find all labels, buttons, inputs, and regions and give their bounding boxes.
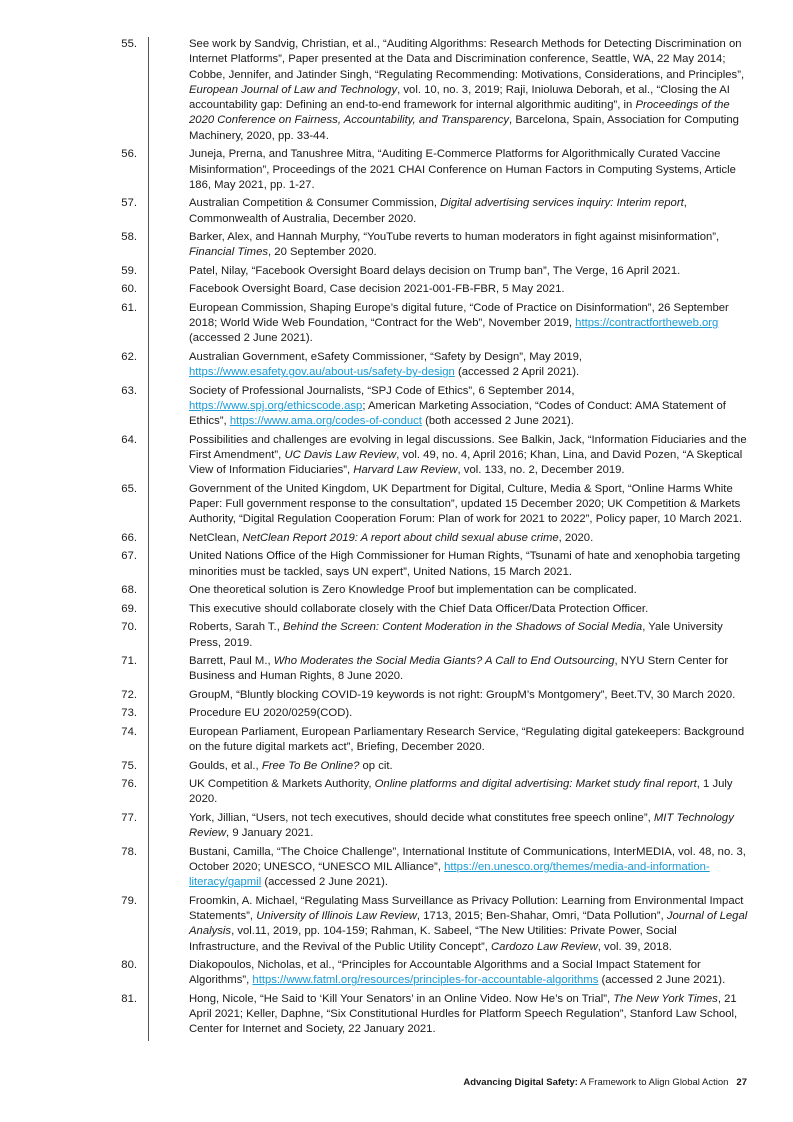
endnote-text-run: , Commonwealth of Australia, December 2020. [189,197,687,225]
endnote-item [121,482,749,528]
endnote-italic-title: The New York Times [613,992,718,1005]
endnote-italic-title: University of Illinois Law Review [256,909,417,922]
endnote-text [149,301,749,347]
endnote-item [121,230,749,261]
endnote-item [121,620,749,651]
endnote-number: 68. [121,584,137,597]
endnote-text-run: , 2020. [558,531,594,544]
endnote-text-run: Patel, Nilay, “Facebook Oversight Board delays decision on Trump ban”, The Verge, 16 April 2021. [189,264,681,277]
endnote-number: 57. [121,197,137,210]
endnote-item [121,688,749,703]
endnote-text [149,706,749,721]
endnote-text-run: , 1713, 2015; Ben-Shahar, Omri, “Data Pollution”, [416,909,667,922]
endnote-item [121,654,749,685]
endnote-text-run: , NYU Stern Center for Business and Human Rights, 8 June 2020. [189,654,729,683]
endnote-text [149,811,749,842]
endnote-text [149,725,749,756]
endnotes-list [121,37,749,1041]
endnote-text-run: Diakopoulos, Nicholas, et al., “Principles for Accountable Algorithms and a Social Impact Statement for Algorithms”, [189,959,701,987]
endnote-italic-title: Digital advertising services inquiry: Interim report [440,197,684,210]
endnote-number: 66. [121,531,137,544]
endnote-text [149,602,749,617]
endnote-italic-title: European Journal of Law and Technology [189,83,398,96]
endnote-number: 80. [121,959,137,972]
endnote-number: 59. [121,264,137,277]
endnote-text-run: Barrett, Paul M., [189,654,274,667]
endnote-italic-title: Behind the Screen: Content Moderation in the Shadows of Social Media [282,621,643,634]
endnote-italic-title: Cardozo Law Review [491,940,598,953]
endnote-text [149,350,749,381]
endnote-number: 74. [121,725,137,738]
page-footer [463,1077,747,1088]
endnote-text [149,531,749,546]
endnote-text-run: (accessed 2 June 2021). [598,974,726,987]
endnote-number: 58. [121,231,137,244]
endnote-item [121,725,749,756]
page-number: 27 [736,1077,747,1088]
endnote-text-run: , vol.11, 2019, pp. 104-159; Rahman, K. Sabeel, “The New Utilities: Private Power, Social Infrastructure, and the Revival of the Public Utility Concept”, [189,925,677,953]
endnote-number: 70. [121,621,137,634]
endnote-number: 77. [121,811,137,824]
endnote-italic-title: MIT Technology Review [189,811,734,840]
endnote-text-run: Goulds, et al., [189,759,262,772]
endnote-item [121,264,749,279]
endnote-number: 61. [121,301,137,314]
endnote-text [149,482,749,528]
endnote-italic-title: Journal of Legal Analysis [189,909,748,938]
endnote-text-run: , Yale University Press, 2019. [189,621,723,649]
endnote-text-run: , vol. 10, no. 3, 2019; Raji, Inioluwa Deborah, et al., “Closing the AI accountability gap: Defining an end-to-end framework for internal algorithmic auditing”, in [189,83,730,112]
endnote-text [149,845,749,891]
endnote-item [121,282,749,297]
endnote-text [149,196,749,227]
endnote-number: 71. [121,654,137,667]
endnote-link[interactable]: https://en.unesco.org/themes/media-and-information-literacy/gapmil [189,860,710,889]
endnote-italic-title: UC Davis Law Review [284,449,397,462]
endnote-text [149,384,749,430]
endnote-text-run: (accessed 2 June 2021). [261,876,389,889]
endnote-number: 65. [121,482,137,495]
endnote-text-run: Australian Competition & Consumer Commission, [189,197,441,210]
endnote-text-run: , 9 January 2021. [226,827,314,840]
endnote-item [121,777,749,808]
endnote-item [121,549,749,580]
endnote-text [149,688,749,703]
endnote-text-run: European Commission, Shaping Europe’s digital future, “Code of Practice on Disinformation”, 26 September 2018; World Wide Web Foundation, “Contract for the Web”, November 2019, [189,301,729,330]
endnote-item [121,602,749,617]
endnote-text-run: Australian Government, eSafety Commissioner, “Safety by Design”, May 2019, [189,350,583,363]
endnote-text-run: , 21 April 2021; Keller, Daphne, “Six Constitutional Hurdles for Platform Speech Regulation”, Stanford Law School, Center for Internet and Society, 22 January 2021. [189,992,738,1036]
endnote-text-run: op cit. [359,759,393,772]
endnote-text-run: (accessed 2 June 2021). [189,332,313,345]
endnote-text-run: This executive should collaborate closely with the Chief Data Officer/Data Protection Officer. [189,602,649,615]
endnote-link[interactable]: https://www.spj.org/ethicscode.asp [189,400,363,413]
endnote-number: 79. [121,894,137,907]
endnote-item [121,350,749,381]
footer-title-rest: A Framework to Align Global Action [577,1077,729,1088]
endnote-item [121,384,749,430]
endnote-text-run: Possibilities and challenges are evolving in legal discussions. See Balkin, Jack, “Information Fiduciaries and the First Amendment”, [189,433,747,462]
endnote-number: 62. [121,350,137,363]
endnote-italic-title: Harvard Law Review [353,464,458,477]
endnote-text [149,230,749,261]
endnote-text [149,777,749,808]
endnote-text [149,759,749,774]
endnote-text-run: Procedure EU 2020/0259(COD). [189,707,353,720]
endnote-text [149,958,749,989]
endnote-text-run: One theoretical solution is Zero Knowledge Proof but implementation can be complicated. [189,584,637,597]
endnote-text [149,620,749,651]
endnote-text-run: United Nations Office of the High Commissioner for Human Rights, “Tsunami of hate and xenophobia targeting minorities must be tackled, says UN expert”, United Nations, 15 March 2021. [189,550,741,578]
endnote-text-run: , 1 July 2020. [189,778,733,806]
endnote-text-run: European Parliament, European Parliamentary Research Service, “Regulating digital gatekeepers: Background on the future digital markets act”, Briefing, December 2020. [189,725,745,754]
endnote-italic-title: Who Moderates the Social Media Giants? A Call to End Outsourcing [273,654,615,667]
endnote-text [149,37,749,144]
endnote-text-run: ; American Marketing Association, “Codes of Conduct: AMA Statement of Ethics”, [189,400,726,428]
endnote-item [121,958,749,989]
endnote-number: 60. [121,283,137,296]
endnote-text-run: Facebook Oversight Board, Case decision 2021-001-FB-FBR, 5 May 2021. [189,283,565,296]
endnote-item [121,301,749,347]
endnote-text [149,992,749,1038]
endnote-item [121,433,749,479]
endnote-text-run: Bustani, Camilla, “The Choice Challenge”, International Institute of Communications, InterMEDIA, vol. 48, no. 3, October 2020; UNESCO, “UNESCO MIL Alliance”, [189,845,746,873]
endnote-number: 73. [121,707,137,720]
endnote-item [121,196,749,227]
endnote-number: 76. [121,778,137,790]
endnote-text [149,264,749,279]
endnote-text-run: Hong, Nicole, “He Said to ‘Kill Your Senators’ in an Online Video. Now He’s on Trial”, [189,992,614,1005]
endnote-text [149,549,749,580]
endnote-text [149,894,749,955]
endnote-link[interactable]: https://www.fatml.org/resources/principles-for-accountable-algorithms [252,974,599,987]
endnote-text [149,147,749,193]
endnote-text [149,433,749,479]
endnote-number: 78. [121,845,137,858]
endnote-italic-title: Online platforms and digital advertising: Market study final report [374,778,697,790]
endnote-item [121,811,749,842]
endnote-text-run: NetClean, [189,531,243,544]
endnote-number: 56. [121,148,137,161]
endnote-text-run: Roberts, Sarah T., [189,621,283,634]
endnote-link[interactable]: https://www.esafety.gov.au/about-us/safety-by-design [189,366,455,379]
endnote-text-run: , vol. 39, 2018. [597,940,672,953]
endnote-text [149,654,749,685]
endnote-item [121,583,749,598]
endnote-item [121,759,749,774]
endnote-item [121,845,749,891]
endnote-text-run: Society of Professional Journalists, “SPJ Code of Ethics”, 6 September 2014, [189,384,575,397]
endnote-text-run: Froomkin, A. Michael, “Regulating Mass Surveillance as Privacy Pollution: Learning from Environmental Impact Statements”, [189,894,744,922]
endnote-number: 72. [121,688,137,701]
endnote-text-run: UK Competition & Markets Authority, [189,778,375,790]
endnote-number: 67. [121,550,137,563]
endnote-text [149,282,749,297]
endnote-item [121,706,749,721]
endnote-number: 69. [121,602,137,615]
endnote-text-run: York, Jillian, “Users, not tech executives, should decide what constitutes free speech online”, [189,811,654,824]
endnote-item [121,37,749,144]
endnote-text-run: , Barcelona, Spain, Association for Computing Machinery, 2020, pp. 33-44. [189,114,739,142]
footer-title-bold: Advancing Digital Safety: [463,1077,578,1088]
endnote-item [121,894,749,955]
endnote-link[interactable]: https://www.ama.org/codes-of-conduct [229,415,422,428]
endnote-text-run: GroupM, “Bluntly blocking COVID-19 keywords is not right: GroupM’s Montgomery”, Beet.TV, 30 March 2020. [189,688,736,701]
endnote-number: 55. [121,38,137,50]
endnote-number: 64. [121,433,137,446]
endnote-item [121,531,749,546]
endnote-number: 81. [121,992,137,1005]
endnote-item [121,992,749,1038]
endnote-italic-title: Financial Times [189,246,269,259]
endnote-number: 75. [121,759,137,772]
endnote-number: 63. [121,384,137,397]
endnote-text [149,583,749,598]
endnote-text-run: (both accessed 2 June 2021). [421,415,574,428]
endnote-item [121,147,749,193]
endnote-italic-title: Free To Be Online? [261,759,360,772]
endnote-text-run: Government of the United Kingdom, UK Department for Digital, Culture, Media & Sport, “Online Harms White Paper: Full government response to the consultation”, updated 15 December 2020; UK Competition & Markets Authority, “Digital Regulation Cooperation Forum: Plan of work for 2021 to 2022”, Policy paper, 10 March 2021. [189,482,743,526]
endnote-text-run: Juneja, Prerna, and Tanushree Mitra, “Auditing E-Commerce Platforms for Algorithmically Curated Vaccine Misinformation”, Proceedings of the 2021 CHAI Conference on Human Factors in Computing Systems, Article 186, May 2021, pp. 1-27. [189,148,736,191]
endnote-link[interactable]: https://contractfortheweb.org [575,317,719,330]
endnote-text-run: , 20 September 2020. [268,246,377,259]
endnote-text-run: , vol. 133, no. 2, December 2019. [457,464,625,477]
endnote-italic-title: Proceedings of the 2020 Conference on Fairness, Accountability, and Transparency [189,99,730,127]
endnote-text-run: , vol. 49, no. 4, April 2016; Khan, Lina, and David Pozen, “A Skeptical View of Information Fiduciaries”, [189,449,743,477]
endnote-text-run: (accessed 2 April 2021). [454,366,580,379]
endnote-text-run: See work by Sandvig, Christian, et al., “Auditing Algorithms: Research Methods for Detecting Discrimination on Internet Platforms”, Paper presented at the Data and Discrimination conference, Seattle, WA, 22 May 2014; Cobbe, Jennifer, and Jatinder Singh, “Regulating Recommending: Motivations, Considerations, and Principles”, [189,38,745,81]
endnote-italic-title: NetClean Report 2019: A report about child sexual abuse crime [242,531,559,544]
endnote-text-run: Barker, Alex, and Hannah Murphy, “YouTube reverts to human moderators in fight against misinformation”, [189,231,720,244]
